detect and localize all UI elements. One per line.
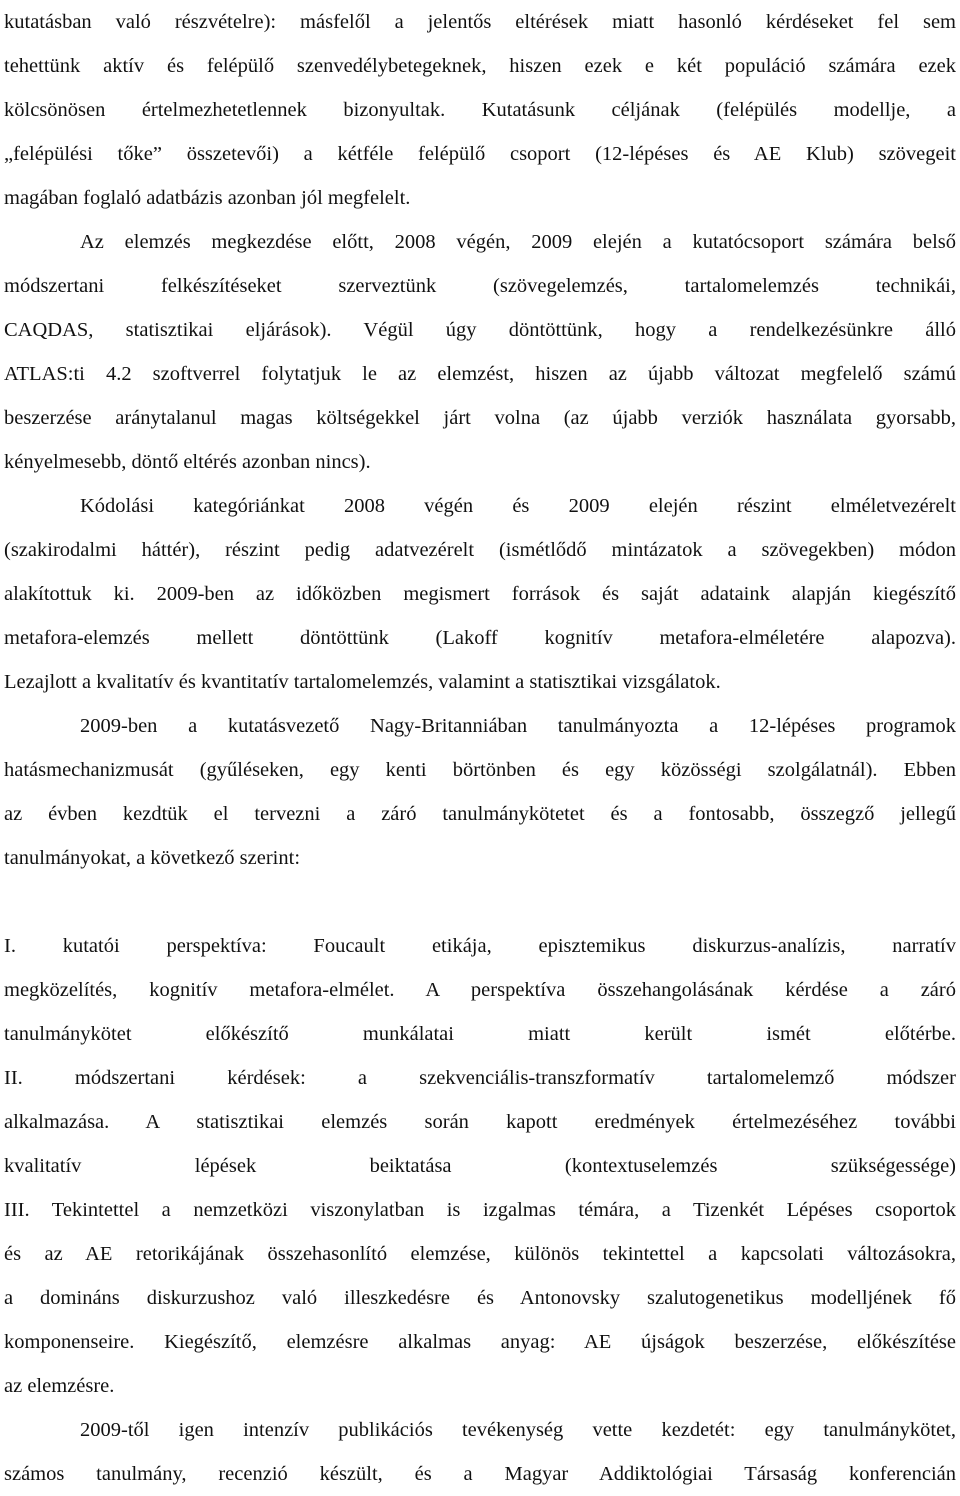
text-line: komponenseire. Kiegészítő, elemzésre alkalmas anyag: AE újságok beszerzése, előkészítése — [4, 1331, 956, 1353]
text-line: kölcsönösen értelmezhetetlennek bizonyultak. Kutatásunk céljának (felépülés modellje, a — [4, 99, 956, 121]
list-item-line: III. Tekintettel a nemzetközi viszonylatban is izgalmas témára, a Tizenkét Lépéses csoportok — [4, 1199, 956, 1221]
paragraph-first-line: 2009-től igen intenzív publikációs tevékenység vette kezdetét: egy tanulmánykötet, — [80, 1419, 956, 1441]
text-line: és az AE retorikájának összehasonlító elemzése, különös tekintettel a kapcsolati változásokra, — [4, 1243, 956, 1265]
document-page — [4, 0, 956, 1485]
text-line: megközelítés, kognitív metafora-elmélet. A perspektíva összehangolásának kérdése a záró — [4, 979, 956, 1001]
text-line: az elemzésre. — [4, 1375, 115, 1397]
text-line: tanulmánykötet előkészítő munkálatai miatt került ismét előtérbe. — [4, 1023, 956, 1045]
paragraph-first-line: Kódolási kategóriánkat 2008 végén és 2009 elején részint elméletvezérelt — [80, 495, 956, 517]
text-line: a domináns diskurzushoz való illeszkedésre és Antonovsky szalutogenetikus modelljének fő — [4, 1287, 956, 1309]
list-item-line: II. módszertani kérdések: a szekvenciális-transzformatív tartalomelemző módszer — [4, 1067, 956, 1089]
text-line: tehettünk aktív és felépülő szenvedélybetegeknek, hiszen ezek e két populáció számára ezek — [4, 55, 956, 77]
text-line: módszertani felkészítéseket szerveztünk (szövegelemzés, tartalomelemzés technikái, — [4, 275, 956, 297]
list-item-line: I. kutatói perspektíva: Foucault etikája, episztemikus diskurzus-analízis, narratív — [4, 935, 956, 957]
text-line: kutatásban való részvételre): másfelől a jelentős eltérések miatt hasonló kérdéseket fel sem — [4, 11, 956, 33]
text-line: magában foglaló adatbázis azonban jól megfelelt. — [4, 187, 411, 209]
text-line: alakítottuk ki. 2009-ben az időközben megismert források és saját adataink alapján kiegészítő — [4, 583, 956, 605]
text-line: tanulmányokat, a következő szerint: — [4, 847, 301, 869]
paragraph-first-line: 2009-ben a kutatásvezető Nagy-Britanniában tanulmányozta a 12-lépéses programok — [80, 715, 956, 737]
text-line: alkalmazása. A statisztikai elemzés során kapott eredmények értelmezéséhez további — [4, 1111, 956, 1133]
text-line: hatásmechanizmusát (gyűléseken, egy kenti börtönben és egy közösségi szolgálatnál). Ebben — [4, 759, 956, 781]
text-line: metafora-elemzés mellett döntöttünk (Lakoff kognitív metafora-elméletére alapozva). — [4, 627, 956, 649]
text-line: Lezajlott a kvalitatív és kvantitatív tartalomelemzés, valamint a statisztikai vizsgálatok. — [4, 671, 721, 693]
text-line: beszerzése aránytalanul magas költségekkel járt volna (az újabb verziók használata gyorsabb, — [4, 407, 956, 429]
text-line: az évben kezdtük el tervezni a záró tanulmánykötetet és a fontosabb, összegző jellegű — [4, 803, 956, 825]
text-line: CAQDAS, statisztikai eljárások). Végül úgy döntöttünk, hogy a rendelkezésünkre álló — [4, 319, 956, 341]
text-line: (szakirodalmi háttér), részint pedig adatvezérelt (ismétlődő mintázatok a szövegekben) módon — [4, 539, 956, 561]
paragraph-first-line: Az elemzés megkezdése előtt, 2008 végén, 2009 elején a kutatócsoport számára belső — [80, 231, 956, 253]
text-line: kvalitatív lépések beiktatása (kontextuselemzés szükségessége) — [4, 1155, 956, 1177]
text-line: ATLAS:ti 4.2 szoftverrel folytatjuk le az elemzést, hiszen az újabb változat megfelelő számú — [4, 363, 956, 385]
text-line: számos tanulmány, recenzió készült, és a Magyar Addiktológiai Társaság konferencián — [4, 1463, 956, 1485]
text-line: kényelmesebb, döntő eltérés azonban nincs). — [4, 451, 371, 473]
text-line: „felépülési tőke” összetevői) a kétféle felépülő csoport (12-lépéses és AE Klub) szövegeit — [4, 143, 956, 165]
